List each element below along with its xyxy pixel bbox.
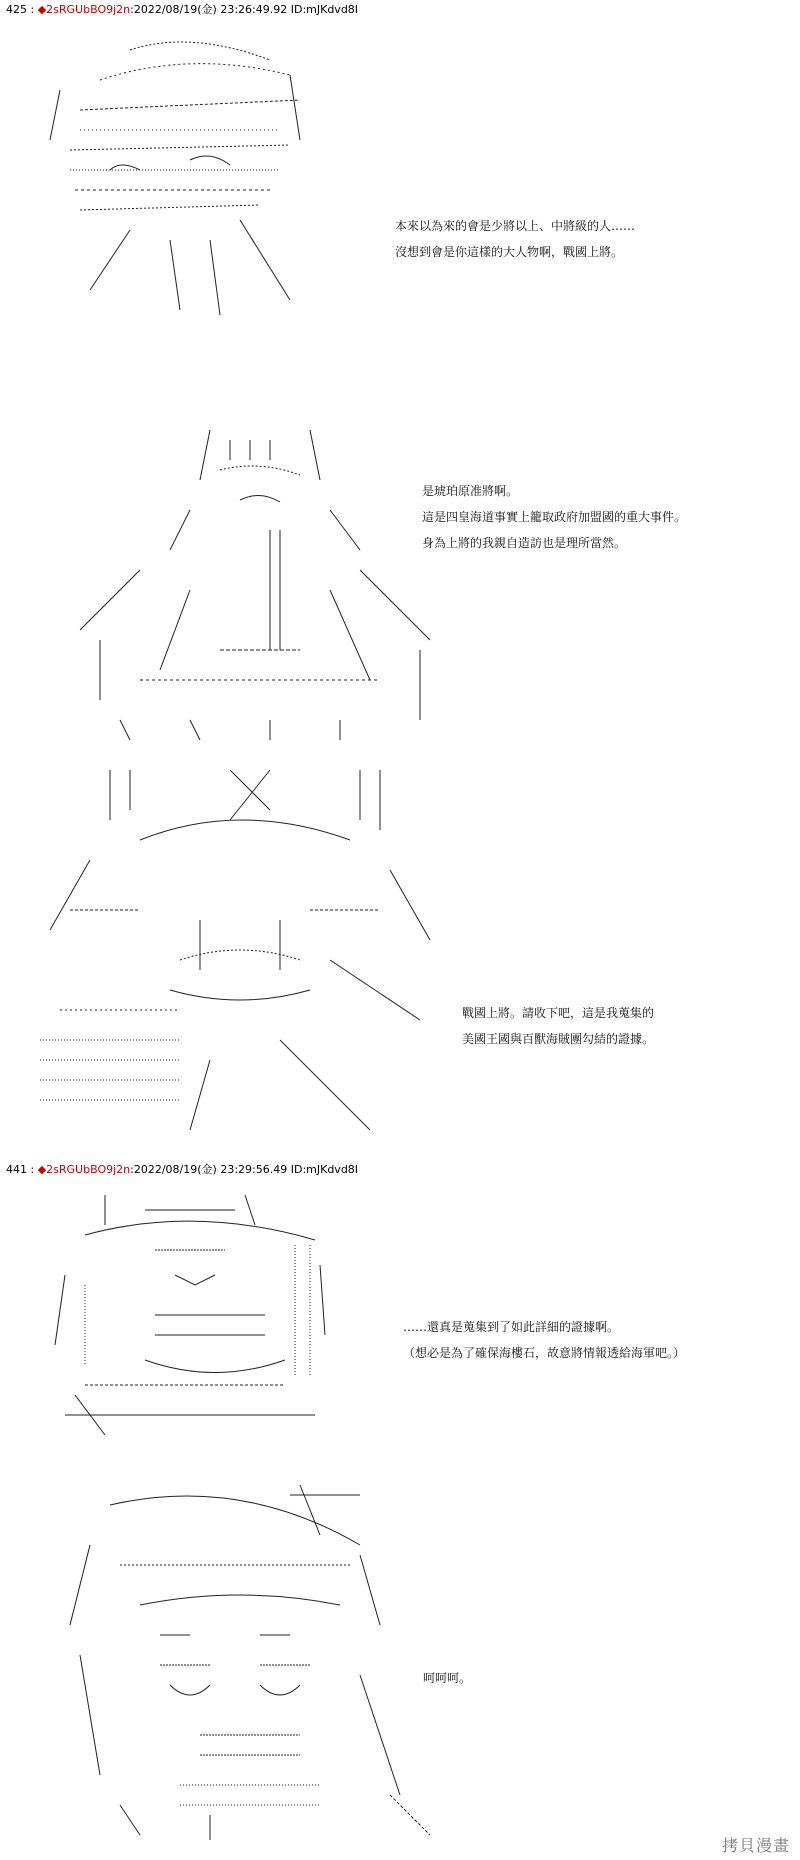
dialogue-line: 沒想到會是你這樣的大人物啊，戰國上將。 — [395, 245, 624, 259]
post-datetime: :2022/08/19(金) 23:26:49.92 — [130, 3, 288, 16]
dialogue-line: 美國王國與百獸海賊團勾結的證據。 — [462, 1032, 655, 1046]
dialogue-panel-3 — [462, 1000, 654, 1052]
dialogue-line: 呵呵呵。 — [423, 1671, 472, 1685]
dialogue-panel-5 — [423, 1665, 471, 1691]
poster-name-link[interactable]: ◆2sRGUbBO9j2n — [37, 1163, 131, 1176]
dialogue-line: 是琥珀原准將啊。 — [422, 484, 519, 498]
dialogue-panel-1 — [395, 213, 635, 265]
post-number: 441 — [6, 1163, 27, 1176]
ascii-art-panel-2 — [40, 420, 440, 750]
dialogue-line: 身為上將的我親自造訪也是理所當然。 — [422, 536, 627, 550]
post-datetime: :2022/08/19(金) 23:29:56.49 — [130, 1163, 288, 1176]
post-number: 425 — [6, 3, 27, 16]
post-id: ID:mJKdvd8I — [290, 3, 359, 16]
post-header-441 — [6, 1163, 358, 1177]
post-separator: : — [27, 3, 38, 16]
dialogue-line: 戰國上將。請收下吧，這是我蒐集的 — [462, 1006, 655, 1020]
dialogue-panel-2 — [422, 478, 686, 556]
ascii-art-panel-4 — [45, 1185, 335, 1445]
dialogue-panel-4 — [403, 1314, 685, 1366]
ascii-art-panel-3 — [30, 760, 450, 1140]
post-separator: : — [27, 1163, 38, 1176]
poster-name-link[interactable]: ◆2sRGUbBO9j2n — [37, 3, 131, 16]
ascii-art-panel-5 — [60, 1475, 440, 1845]
post-id: ID:mJKdvd8I — [290, 1163, 359, 1176]
dialogue-line: 本來以為來的會是少將以上、中將級的人…… — [395, 219, 636, 233]
dialogue-line: 這是四皇海道事實上籠取政府加盟國的重大事件。 — [422, 510, 687, 524]
post-header-425 — [6, 3, 358, 17]
site-watermark: 拷貝漫畫 — [721, 1836, 790, 1855]
dialogue-line: （想必是為了確保海樓石，故意將情報透給海軍吧。） — [403, 1346, 686, 1360]
dialogue-line: ……還真是蒐集到了如此詳細的證據啊。 — [403, 1320, 620, 1334]
ascii-art-panel-1 — [40, 30, 340, 320]
